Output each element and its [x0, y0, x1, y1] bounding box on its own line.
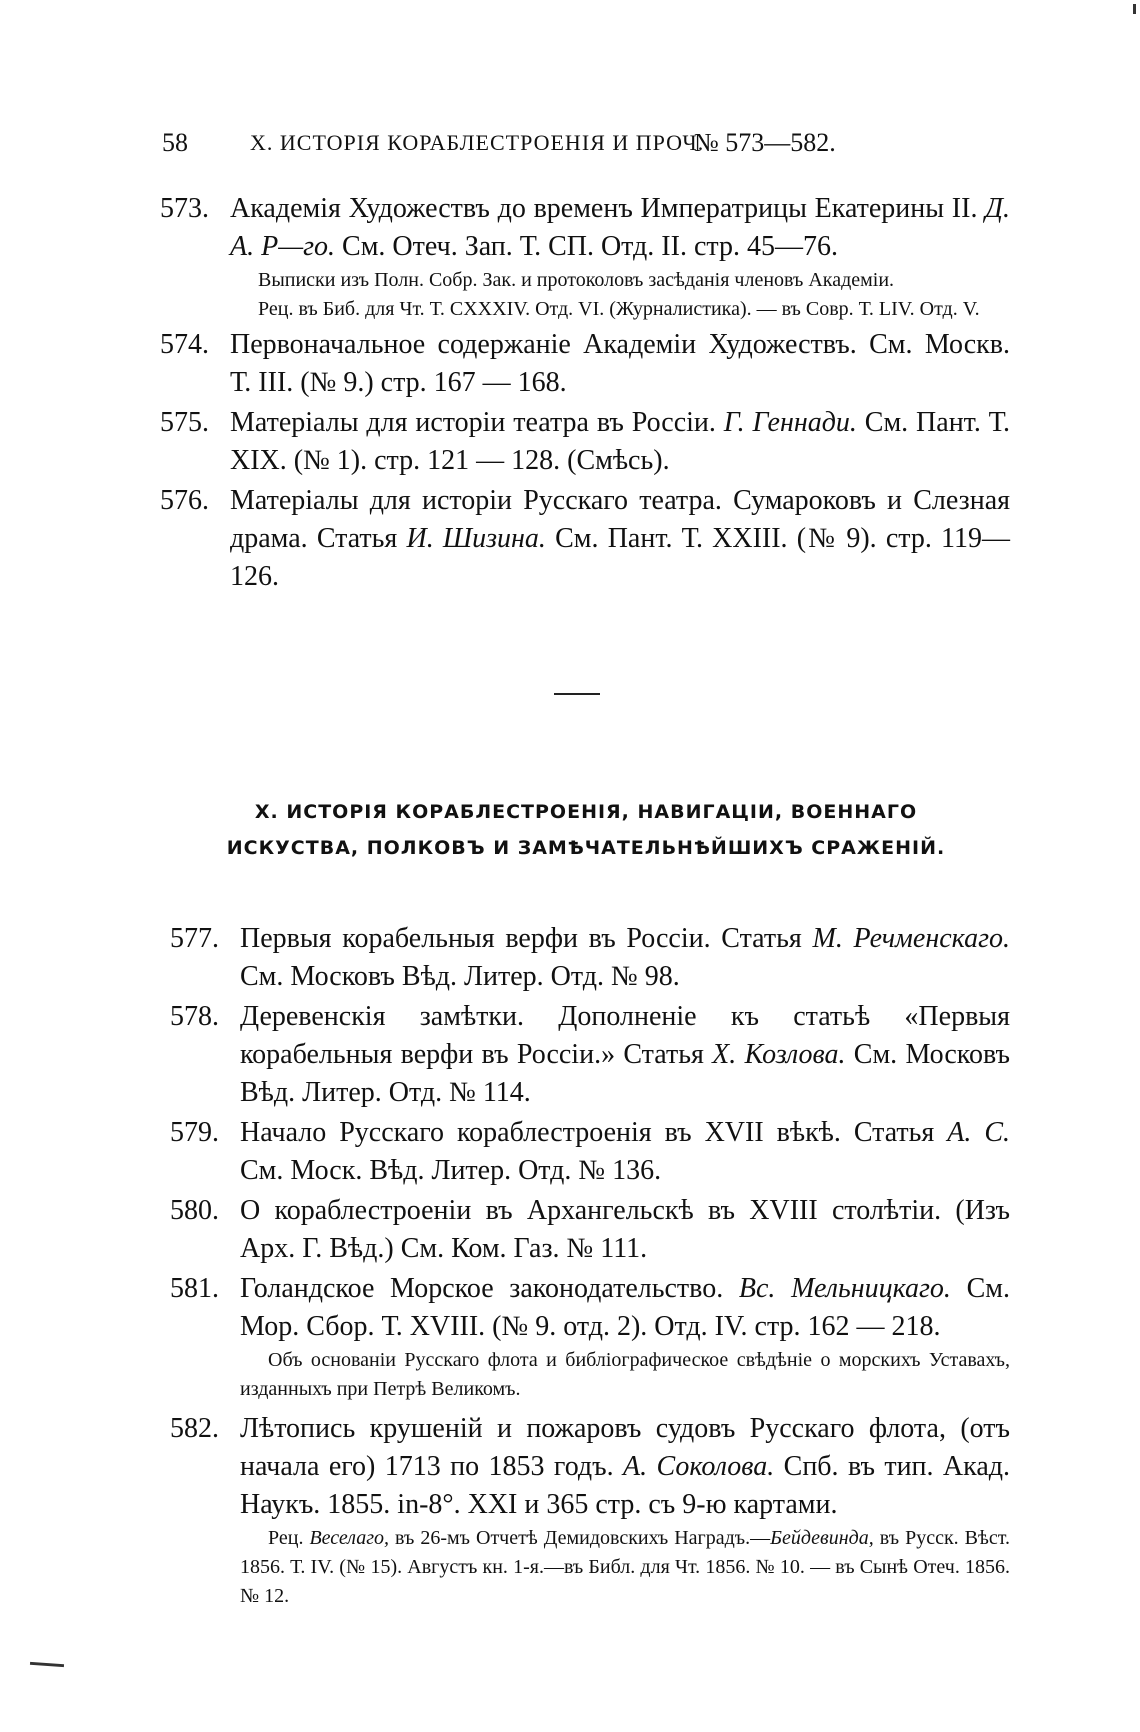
- entry-author: Д. А. Р—го.: [230, 193, 1010, 262]
- entry-text: Первыя корабельныя верфи въ Россіи. Статья М. Речменскаго. См. Московъ Вѣд. Литер. Отд. № 98.: [240, 923, 1010, 992]
- entry-text: Матеріалы для исторіи Русскаго театра. Сумароковъ и Слезная драма. Статья И. Шизина. См. Пант. Т. XXIII. (№ 9). стр. 119—126.: [230, 485, 1010, 592]
- entry-author: Г. Геннади.: [723, 407, 857, 438]
- entry-number: 581.: [170, 1273, 219, 1304]
- entry-number: 574.: [160, 329, 209, 360]
- entry-578: [0, 998, 1140, 1112]
- entry-text: О кораблестроеніи въ Архангельскѣ въ XVIII столѣтіи. (Изъ Арх. Г. Вѣд.) См. Ком. Газ. № 111.: [240, 1195, 1010, 1264]
- entry-text: Первоначальное содержаніе Академіи Художествъ. См. Москв. Т. III. (№ 9.) стр. 167 — 168.: [230, 329, 1010, 398]
- entry-number: 576.: [160, 485, 209, 516]
- entry-author: М. Речменскаго.: [812, 923, 1010, 954]
- entry-text: Лѣтопись крушеній и пожаровъ судовъ Русскаго флота, (отъ начала его) 1713 по 1853 годъ. А. Соколова. Спб. въ тип. Акад. Наукъ. 1855. in-8°. XXI и 365 стр. съ 9-ю картами.: [240, 1413, 1010, 1520]
- entry-number: 578.: [170, 1001, 219, 1032]
- entry-573: [0, 190, 1140, 324]
- margin-scan-mark: [30, 1662, 64, 1667]
- running-head-numbers: № 573—582.: [694, 128, 836, 157]
- entry-number: 579.: [170, 1117, 219, 1148]
- entry-575: [0, 404, 1140, 480]
- entry-580: [0, 1192, 1140, 1268]
- entry-text: Академія Художествъ до временъ Императрицы Екатерины II. Д. А. Р—го. См. Отеч. Зап. Т. СП. Отд. II. стр. 45—76.: [230, 193, 1010, 262]
- entries-top: [0, 190, 1140, 598]
- entry-note: Выписки изъ Полн. Собр. Зак. и протоколовъ засѣданія членовъ Академіи.: [258, 269, 895, 291]
- entry-number: 575.: [160, 407, 209, 438]
- review-author: Веселаго,: [309, 1527, 390, 1549]
- corner-scan-mark: [1133, 4, 1136, 14]
- entry-author: Вс. Мельницкаго.: [738, 1273, 951, 1304]
- entry-text: Матеріалы для исторіи театра въ Россіи. Г. Геннади. См. Пант. Т. XIX. (№ 1). стр. 121 — 128. (Смѣсь).: [230, 407, 1010, 476]
- entry-582: [0, 1410, 1140, 1611]
- entry-text: Деревенскія замѣтки. Дополненіе къ статьѣ «Первыя корабельныя верфи въ Россіи.» Статья Х. Козлова. См. Московъ Вѣд. Литер. Отд. № 114.: [240, 1001, 1010, 1108]
- entry-576: [0, 482, 1140, 596]
- entry-text: Начало Русскаго кораблестроенія въ XVII вѣкѣ. Статья А. С. См. Моск. Вѣд. Литер. Отд. № 136.: [240, 1117, 1011, 1186]
- entry-number: 577.: [170, 923, 219, 954]
- entry-text: Голандское Морское законодательство. Вс. Мельницкаго. См. Мор. Сбор. Т. XVIII. (№ 9. отд. 2). Отд. IV. стр. 162 — 218.: [240, 1273, 1011, 1342]
- running-head: [162, 128, 1022, 168]
- entry-number: 582.: [170, 1413, 219, 1444]
- entry-author: И. Шизина.: [406, 523, 546, 554]
- entry-author: Х. Козлова.: [712, 1039, 846, 1070]
- entry-574: [0, 326, 1140, 402]
- section-heading: X. ИСТОРІЯ КОРАБЛЕСТРОЕНІЯ, НАВИГАЦІИ, ВОЕННАГО ИСКУСТВА, ПОЛКОВЪ И ЗАМѢЧАТЕЛЬНѢЙШИХЪ СРАЖЕНІЙ.: [226, 801, 946, 859]
- entry-577: [0, 920, 1140, 996]
- entry-note: Объ основаніи Русскаго флота и библіографическое свѣдѣніе о морскихъ Уставахъ, изданныхъ при Петрѣ Великомъ.: [240, 1349, 1010, 1400]
- running-head-title: X. ИСТОРІЯ КОРАБЛЕСТРОЕНІЯ И ПРОЧ.: [250, 130, 705, 155]
- section-divider-rule: [554, 693, 600, 695]
- entry-579: [0, 1114, 1140, 1190]
- entry-review-note: Рец. Веселаго, въ 26-мъ Отчетѣ Демидовскихъ Наградъ.—Бейдевинда, въ Русск. Вѣст. 1856. Т. IV. (№ 15). Августъ кн. 1-я.—въ Библ. для Чт. 1856. № 10. — въ Сынѣ Отеч. 1856. № 12.: [240, 1527, 1010, 1607]
- review-author: Бейдевинда,: [770, 1527, 874, 1549]
- entries-bottom: [0, 920, 1140, 1613]
- entry-number: 573.: [160, 193, 209, 224]
- entry-author: А. Соколова.: [623, 1451, 775, 1482]
- entry-author: А. С.: [947, 1117, 1011, 1148]
- entry-review-note: Рец. въ Биб. для Чт. Т. CXXXIV. Отд. VI. (Журналистика). — въ Совр. Т. LIV. Отд. V.: [258, 298, 980, 320]
- entry-number: 580.: [170, 1195, 219, 1226]
- page-number: 58: [162, 128, 188, 157]
- entry-581: [0, 1270, 1140, 1404]
